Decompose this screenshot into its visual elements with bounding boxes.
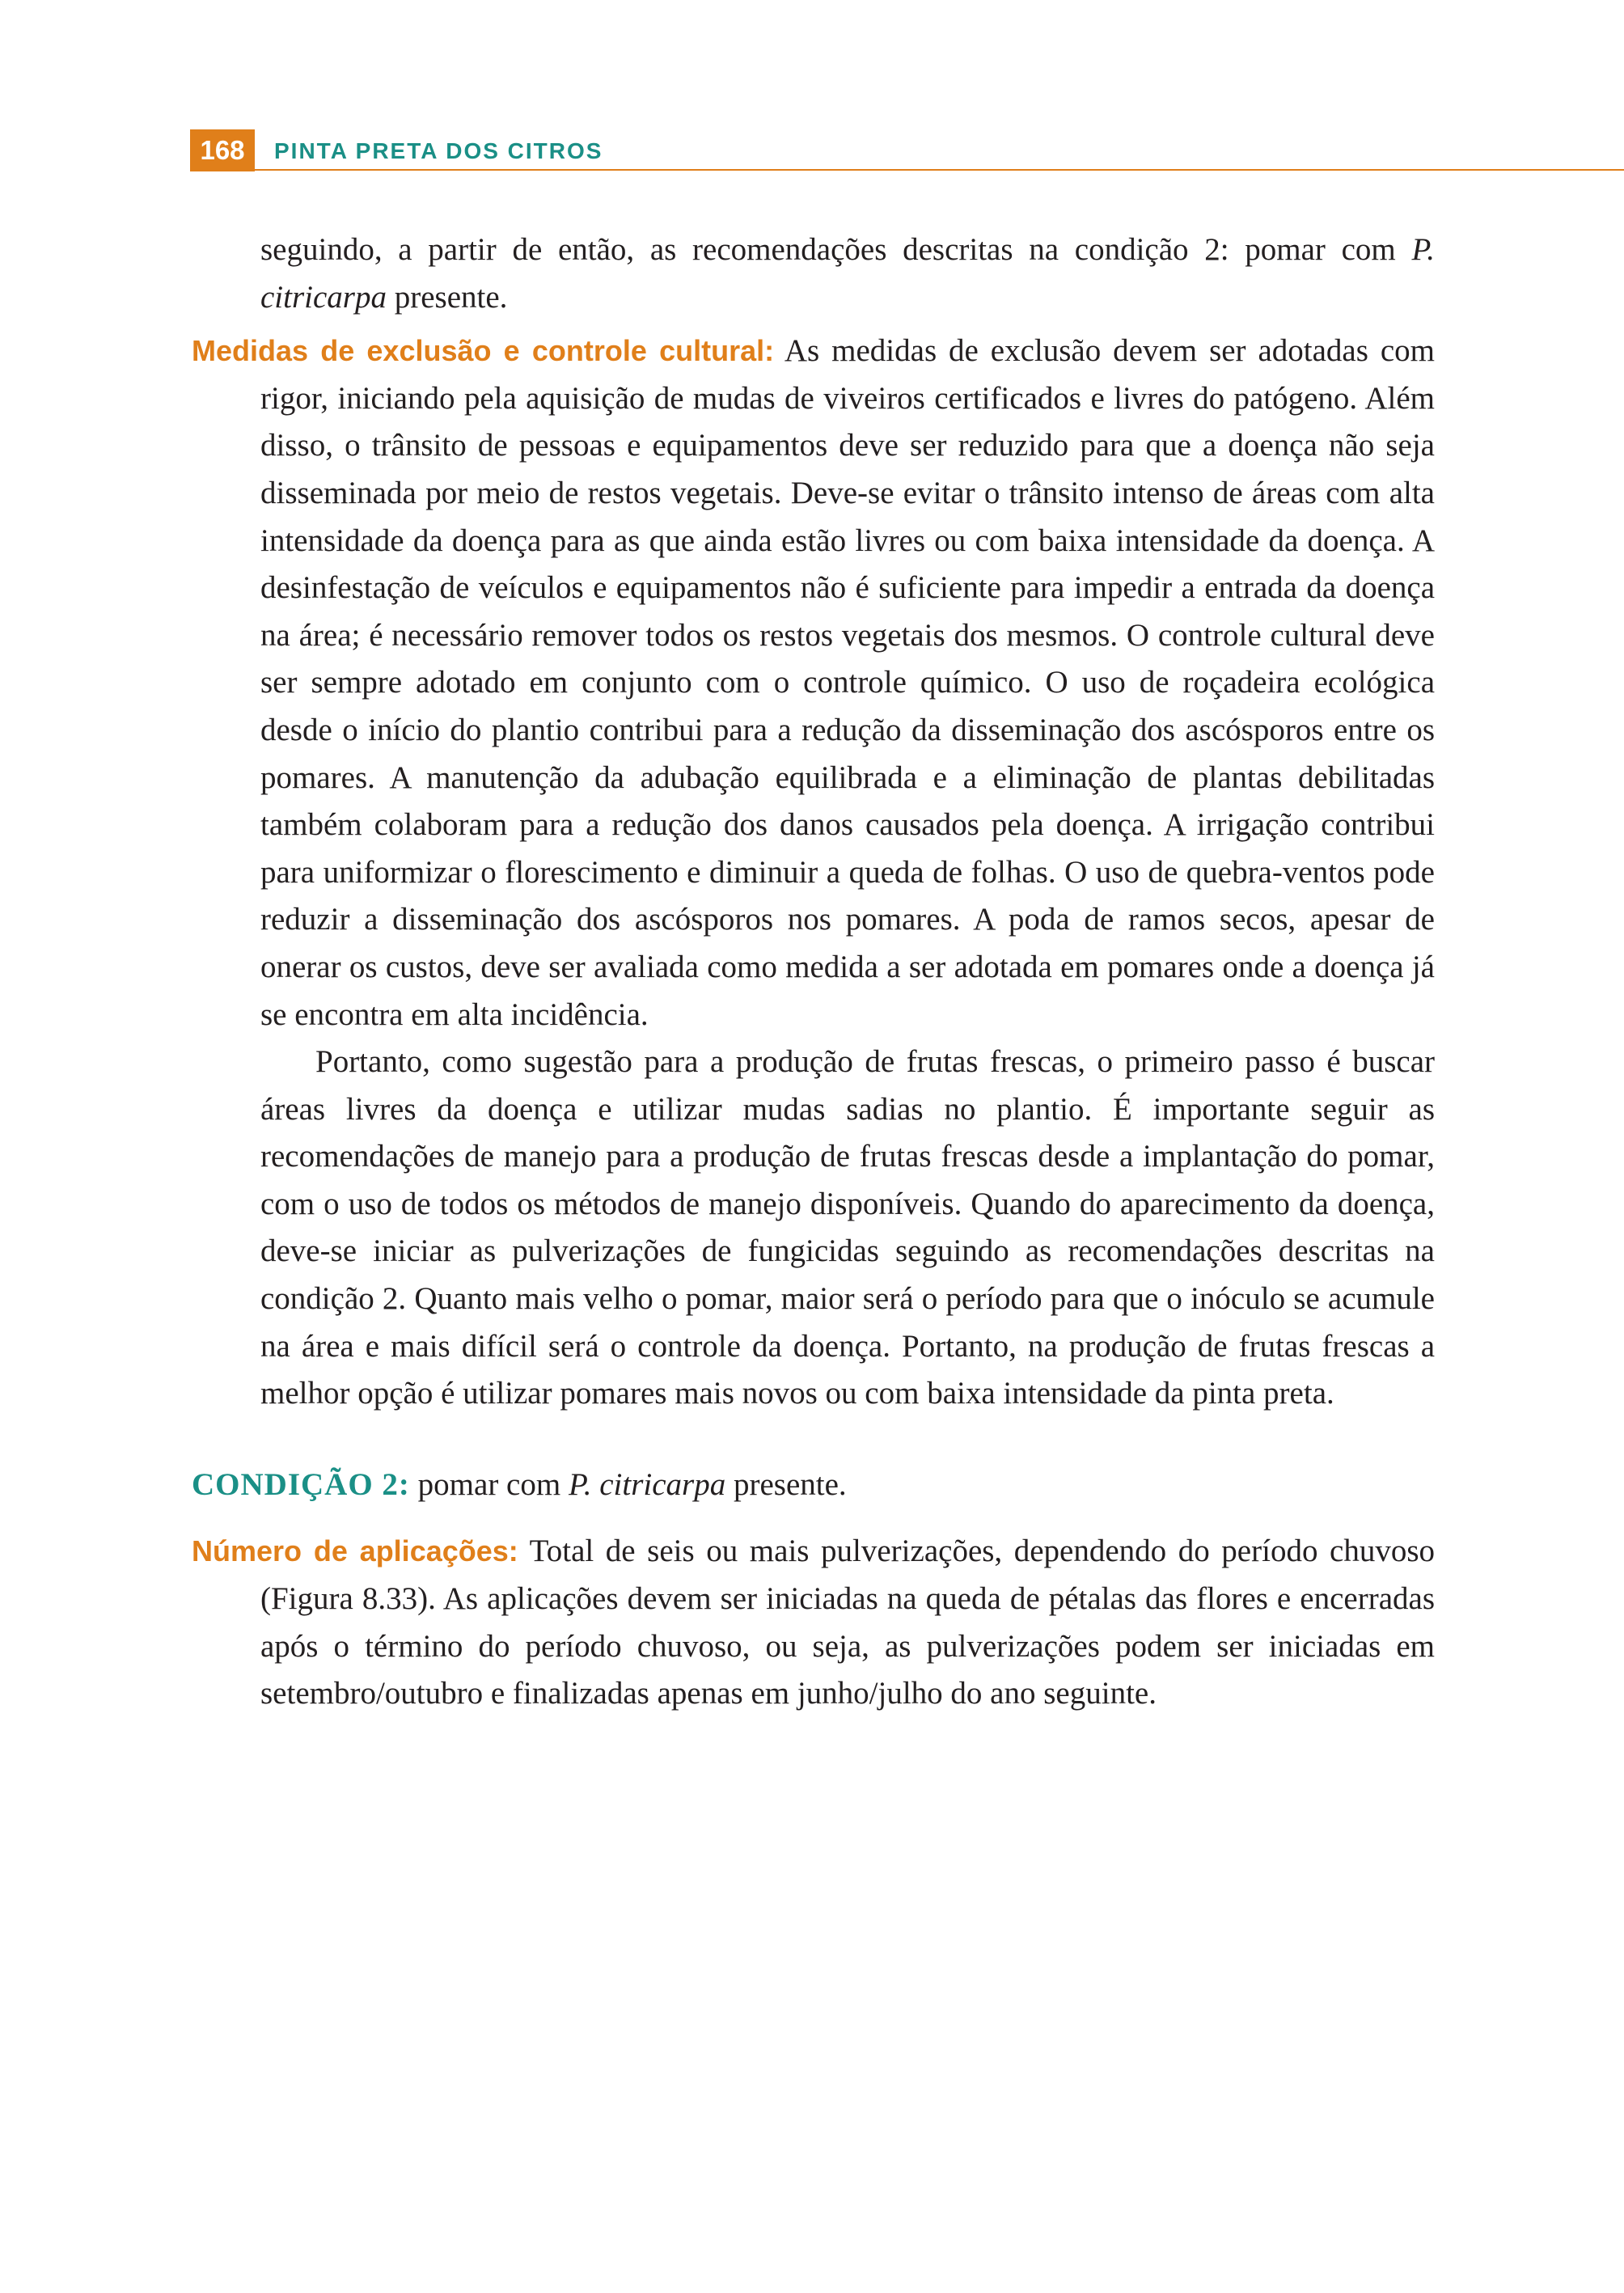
condition-2-heading (192, 1462, 1435, 1509)
section-lead-applications: Número de aplicações: (192, 1534, 518, 1568)
paragraph-number-of-applications (192, 1528, 1435, 1717)
section-lead-exclusion: Medidas de exclusão e controle cultural: (192, 334, 775, 368)
paragraph-text: Total de seis ou mais pulverizações, dependendo do período chuvoso (Figura 8.33). As aplicações devem ser iniciadas na queda de pétalas das flores e encerradas após o término do período chuvoso, ou seja, as pulverizações podem ser iniciadas em setembro/outubro e finalizadas apenas em junho/julho do ano seguinte. (260, 1534, 1436, 1711)
page-header (190, 129, 1624, 171)
condition-label: CONDIÇÃO 2: (192, 1466, 410, 1502)
paragraph-suggestion (260, 1039, 1435, 1418)
condition-text: presente. (725, 1466, 847, 1502)
condition-text: pomar com (409, 1466, 569, 1502)
species-name: P. citricarpa (568, 1466, 726, 1502)
header-rule (255, 169, 1624, 171)
page-number: 168 (190, 129, 255, 171)
page-body (192, 226, 1436, 1718)
paragraph-exclusion-measures (192, 328, 1435, 1039)
paragraph-text: As medidas de exclusão devem ser adotadas com rigor, iniciando pela aquisição de mudas de viveiros certificados e livres do patógeno. Além disso, o trânsito de pessoas e equipamentos deve ser reduzido para que a doença não seja disseminada por meio de restos vegetais. Deve-se evitar o trânsito intenso de áreas com alta intensidade da doença para as que ainda estão livres ou com baixa intensidade da doença. A desinfestação de veículos e equipamentos não é suficiente para impedir a entrada da doença na área; é necessário remover todos os restos vegetais dos mesmos. O controle cultural deve ser sempre adotado em conjunto com o controle químico. O uso de roçadeira ecológica desde o início do plantio contribui para a redução da disseminação dos ascósporos entre os pomares. A manutenção da adubação equilibrada e a eliminação de plantas debilitadas também colaboram para a redução dos danos causados pela doença. A irrigação contribui para uniformizar o florescimento e diminuir a queda de folhas. O uso de quebra-ventos pode reduzir a disseminação dos ascósporos nos pomares. A poda de ramos secos, apesar de onerar os custos, deve ser avaliada como medida a ser adotada em pomares onde a doença já se encontra em alta incidência. (260, 333, 1435, 1032)
running-title: PINTA PRETA DOS CITROS (274, 138, 603, 163)
paragraph-text: seguindo, a partir de então, as recomendações descritas na condição 2: pomar com (260, 232, 1412, 267)
paragraph-text: presente. (386, 279, 508, 315)
paragraph-text: Portanto, como sugestão para a produção de frutas frescas, o primeiro passo é buscar áreas livres da doença e utilizar mudas sadias no plantio. É importante seguir as recomendações de manejo para a produção de frutas frescas desde a implantação do pomar, com o uso de todos os métodos de manejo disponíveis. Quando do aparecimento da doença, deve-se iniciar as pulverizações de fungicidas seguindo as recomendações descritas na condição 2. Quanto mais velho o pomar, maior será o período para que o inóculo se acumule na área e mais difícil será o controle da doença. Portanto, na produção de frutas frescas a melhor opção é utilizar pomares mais novos ou com baixa intensidade da pinta preta. (260, 1044, 1435, 1411)
species-name: P. citricarpa (260, 232, 1435, 315)
paragraph-continuation (260, 226, 1435, 321)
